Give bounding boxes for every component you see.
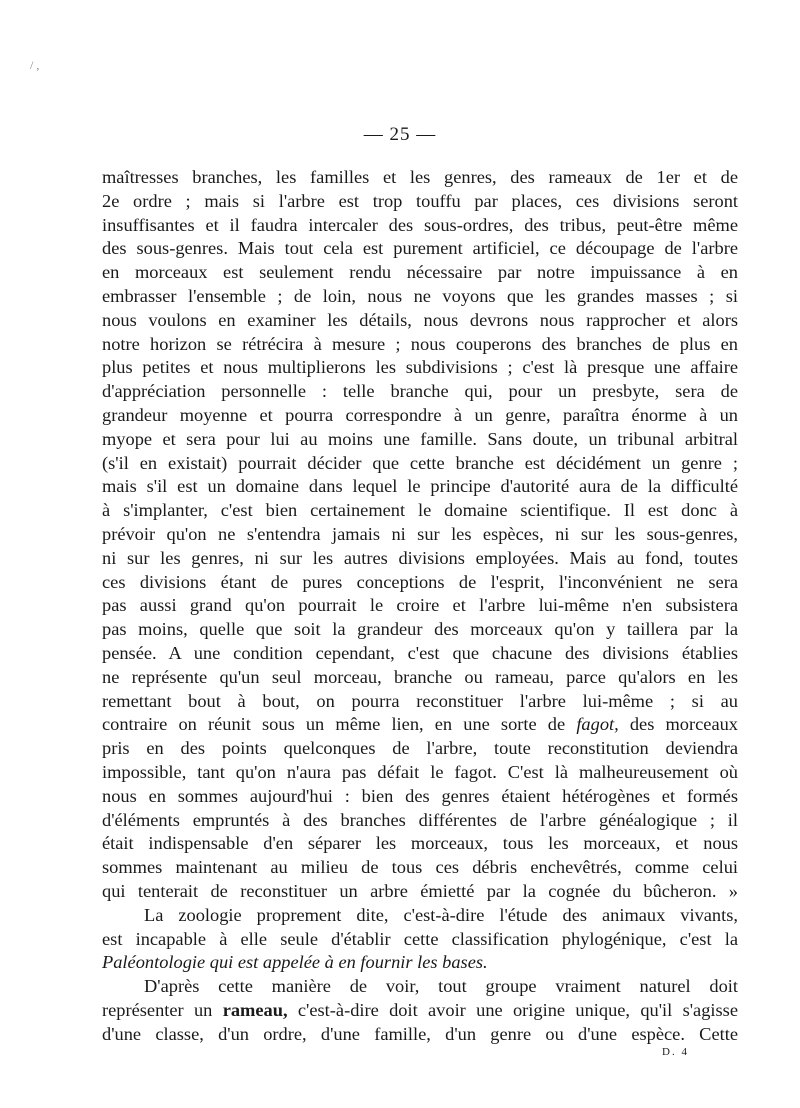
text-line: d'éléments empruntés à des branches différentes de l'arbre généalogique ; il <box>102 809 738 830</box>
emphasis: fagot, <box>576 714 619 735</box>
text-line: 2e ordre ; mais si l'arbre est trop touffu par places, ces divisions seront <box>102 190 738 211</box>
text-line: nous voulons en examiner les détails, nous devrons nous rapprocher et alors <box>102 309 738 330</box>
text-line: d'une classe, d'un ordre, d'une famille, d'un genre ou d'une espèce. Cette <box>102 1023 738 1044</box>
text-line: d'appréciation personnelle : telle branche qui, pour un presbyte, sera de <box>102 381 738 402</box>
body-text <box>102 166 738 1046</box>
text-line <box>102 951 738 975</box>
text-line: ces divisions étant de pures conceptions de l'esprit, l'inconvénient ne sera <box>102 571 738 592</box>
text-line: représenter un rameau, c'est-à-dire doit avoir une origine unique, qu'il s'agisse <box>102 999 738 1020</box>
text-line: ni sur les genres, ni sur les autres divisions employées. Mais au fond, toutes <box>102 547 738 568</box>
text-line: contraire on réunit sous un même lien, en une sorte de fagot, des morceaux <box>102 714 738 735</box>
text-line: pas aussi grand qu'on pourrait le croire et l'arbre lui-même n'en subsistera <box>102 595 738 616</box>
margin-mark: / , <box>30 58 40 72</box>
text-line: notre horizon se rétrécira à mesure ; nous couperons des branches de plus en <box>102 333 738 354</box>
text-line: pensée. A une condition cependant, c'est que chacune des divisions établies <box>102 642 738 663</box>
text-line: prévoir qu'on ne s'entendra jamais ni sur les espèces, ni sur les sous-genres, <box>102 523 738 544</box>
text-line: (s'il en existait) pourrait décider que cette branche est décidément un genre ; <box>102 452 738 473</box>
text-line: insuffisantes et il faudra intercaler des sous-ordres, des tribus, peut-être même <box>102 214 738 235</box>
text-line: plus petites et nous multiplierons les subdivisions ; c'est là presque une affaire <box>102 357 738 378</box>
text-line: mais s'il est un domaine dans lequel le principe d'autorité aura de la difficulté <box>102 476 738 497</box>
text-line: en morceaux est seulement rendu nécessaire par notre impuissance à en <box>102 262 738 283</box>
text-line: remettant bout à bout, on pourra reconstituer l'arbre lui-même ; si au <box>102 690 738 711</box>
text-line: embrasser l'ensemble ; de loin, nous ne voyons que les grandes masses ; si <box>102 285 738 306</box>
bold-term: rameau, <box>222 999 288 1020</box>
emphasis: Paléontologie qui est appelée à en fournir les bases. <box>102 952 488 973</box>
text-line: maîtresses branches, les familles et les genres, des rameaux de 1er et de <box>102 167 738 187</box>
text-line: impossible, tant qu'on n'aura pas défait le fagot. C'est là malheureusement où <box>102 761 738 782</box>
text-line: pas moins, quelle que soit la grandeur des morceaux qu'on y taillera par la <box>102 619 738 640</box>
signature-mark: D. 4 <box>662 1046 689 1058</box>
text-line: nous en sommes aujourd'hui : bien des genres étaient hétérogènes et formés <box>102 785 738 806</box>
text-line: D'après cette manière de voir, tout groupe vraiment naturel doit <box>144 976 738 997</box>
text-line: qui tenterait de reconstituer un arbre émietté par la cognée du bûcheron. » <box>102 880 738 901</box>
text-line: grandeur moyenne et pourra correspondre à un genre, paraîtra énorme à un <box>102 404 738 425</box>
text-line: sommes maintenant au milieu de tous ces débris enchevêtrés, comme celui <box>102 857 738 878</box>
text-line: à s'implanter, c'est bien certainement le domaine scientifique. Il est donc à <box>102 500 738 521</box>
text-line: était indispensable d'en séparer les morceaux, tous les morceaux, et nous <box>102 833 738 854</box>
text-line: La zoologie proprement dite, c'est-à-dire l'étude des animaux vivants, <box>144 904 738 925</box>
text-line: est incapable à elle seule d'établir cette classification phylogénique, c'est la <box>102 928 738 949</box>
text-line: myope et sera pour lui au moins une famille. Sans doute, un tribunal arbitral <box>102 428 738 449</box>
page-number: — 25 — <box>363 124 437 145</box>
text-line: ne représente qu'un seul morceau, branche ou rameau, parce qu'alors en les <box>102 666 738 687</box>
text-line: des sous-genres. Mais tout cela est purement artificiel, ce découpage de l'arbre <box>102 238 738 259</box>
text-line: pris en des points quelconques de l'arbre, toute reconstitution deviendra <box>102 738 738 759</box>
